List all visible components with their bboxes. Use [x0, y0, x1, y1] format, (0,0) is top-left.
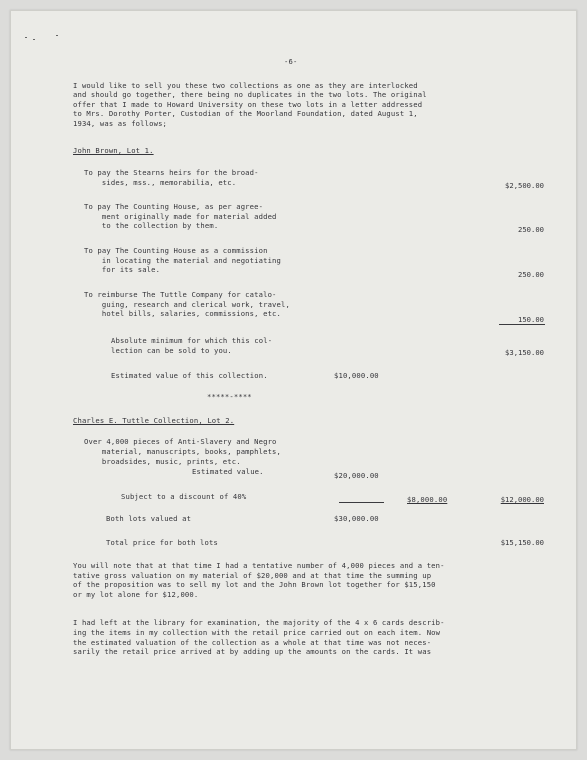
lot1-estimated-value: $10,000.00: [334, 371, 379, 380]
paragraph-line: or my lot alone for $12,000.: [73, 590, 199, 599]
lot1-item-amount: 250.00: [518, 225, 544, 234]
minimum-line: lection can be sold to you.: [111, 346, 232, 355]
paragraph-line: I had left at the library for examination, the majority of the 4 x 6 cards describ-: [73, 618, 445, 627]
paragraph-line: the estimated valuation of the collection as a whole at that time was not neces-: [73, 638, 432, 647]
lot1-item-line: sides, mss., memorabilia, etc.: [84, 178, 237, 187]
lot1-item-amount: 250.00: [518, 270, 544, 279]
lot2-estimated-label: Estimated value.: [192, 467, 264, 476]
lot2-description-line: Over 4,000 pieces of Anti-Slavery and Negro: [84, 437, 277, 446]
minimum-amount: $3,150.00: [505, 348, 544, 357]
discount-net: $12,000.00: [500, 495, 544, 504]
paper-speck: [33, 39, 35, 40]
lot2-description-line: material, manuscripts, books, pamphlets,: [84, 447, 281, 456]
paper-speck: [25, 37, 27, 38]
paper-speck: [56, 35, 58, 36]
section-separator: *****-****: [207, 392, 252, 401]
lot1-item-line: guing, research and clerical work, travel,: [84, 300, 290, 309]
lot1-item-amount: $2,500.00: [505, 181, 544, 190]
page-number: -6-: [284, 57, 298, 66]
lot1-item-line: To pay The Counting House, as per agree-: [84, 202, 264, 211]
lot1-item-line: ment originally made for material added: [84, 212, 277, 221]
discount-label: Subject to a discount of 40%: [121, 492, 247, 501]
both-lots-value: $30,000.00: [334, 514, 379, 523]
discount-amount: $8,000.00: [407, 495, 448, 504]
paragraph-line: You will note that at that time I had a tentative number of 4,000 pieces and a ten-: [73, 561, 445, 570]
lot1-item-line: to the collection by them.: [84, 221, 219, 230]
intro-line: 1934, was as follows;: [73, 119, 168, 128]
lot1-item-line: in locating the material and negotiating: [84, 256, 281, 265]
total-value: $15,150.00: [500, 538, 544, 547]
intro-line: I would like to sell you these two collections as one as they are interlocked: [73, 81, 418, 90]
lot1-estimated-label: Estimated value of this collection.: [111, 371, 268, 380]
paragraph-line: ing the items in my collection with the retail price carried out on each item. Now: [73, 628, 441, 637]
intro-line: offer that I made to Howard University on these two lots in a letter addressed: [73, 100, 423, 109]
lot1-item-line: To reimburse The Tuttle Company for catalo-: [84, 290, 277, 299]
lot2-estimated-value: $20,000.00: [334, 471, 379, 480]
paragraph-line: sarily the retail price arrived at by adding up the amounts on the cards. It was: [73, 647, 432, 656]
lot1-item-line: To pay The Counting House as a commission: [84, 246, 268, 255]
total-label: Total price for both lots: [106, 538, 218, 547]
lot1-item-line: for its sale.: [84, 265, 161, 274]
paragraph-line: of the proposition was to sell my lot and the John Brown lot together for $15,150: [73, 580, 436, 589]
both-lots-label: Both lots valued at: [106, 514, 192, 523]
lot1-item-amount: 150.00: [518, 315, 544, 324]
intro-line: to Mrs. Dorothy Porter, Custodian of the Moorland Foundation, dated August 1,: [73, 109, 418, 118]
lot1-item-line: hotel bills, salaries, commissions, etc.: [84, 309, 281, 318]
lot1-item-line: To pay the Stearns heirs for the broad-: [84, 168, 259, 177]
intro-line: and should go together, there being no duplicates in the two lots. The original: [73, 90, 427, 99]
discount-blank-rule: [339, 502, 384, 503]
subtotal-rule: [499, 324, 545, 325]
minimum-line: Absolute minimum for which this col-: [111, 336, 273, 345]
lot2-description-line: broadsides, music, prints, etc.: [84, 457, 241, 466]
lot1-heading: John Brown, Lot 1.: [73, 146, 154, 155]
document-page: [10, 10, 577, 750]
paragraph-line: tative gross valuation on my material of $20,000 and at that time the summing up: [73, 571, 432, 580]
lot2-heading: Charles E. Tuttle Collection, Lot 2.: [73, 416, 235, 425]
